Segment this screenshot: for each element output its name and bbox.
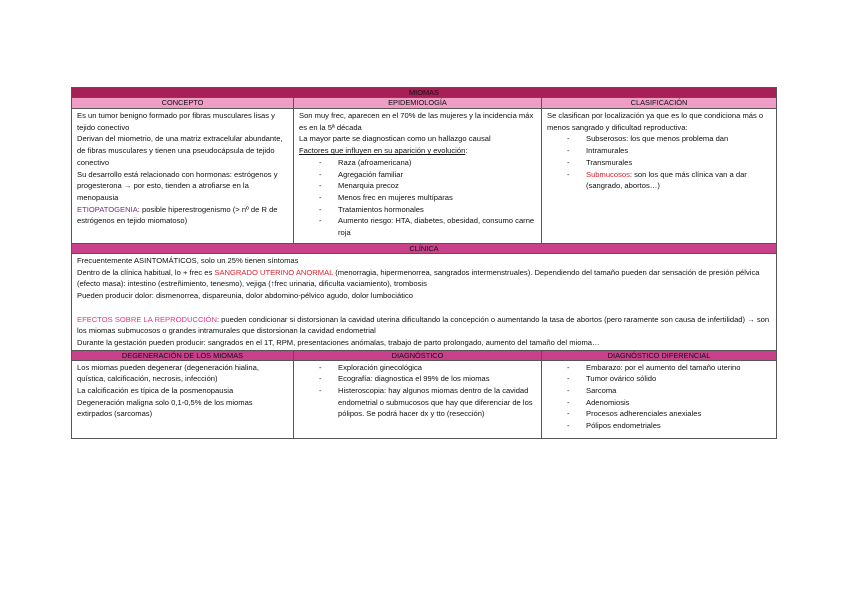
miomas-document (71, 87, 776, 439)
degeneracion-line: Los miomas pueden degenerar (degeneración hialina, quística, calcificación, necrosis, infección) (77, 362, 259, 384)
list-item: - Histeroscopia: hay algunos miomas dentro de la cavidad endometrial o submucosos que hay que diferenciar de los pólipos. Se podrá hacer dx y tto (resección) (299, 385, 537, 420)
header-diagnostico: DIAGNÓSTICO (294, 350, 542, 360)
clinica-reproduccion (77, 314, 772, 337)
list-item: - Raza (afroamericana) (299, 157, 537, 169)
list-item: - Agregación familiar (299, 169, 537, 181)
header-concepto: CONCEPTO (72, 98, 294, 109)
clasificacion-list (547, 133, 772, 192)
degeneracion-cell (72, 360, 294, 438)
diagnostico-cell (294, 360, 542, 438)
factores-heading (299, 145, 537, 157)
list-item: - Menos frec en mujeres multíparas (299, 192, 537, 204)
diferencial-cell (542, 360, 777, 438)
list-item-submucosos (547, 169, 772, 192)
concepto-line: Su desarrollo está relacionado con hormonas: estrógenos y progesterona → por esto, tienden a atrofiarse en la menopausia (77, 169, 278, 202)
list-item: - Exploración ginecológica (299, 362, 537, 374)
list-item: - Tratamientos hormonales (299, 204, 537, 216)
clinica-sangrado (77, 267, 772, 290)
header-clasificacion: CLASIFICACIÓN (542, 98, 777, 109)
reproduccion-text: : pueden condicionar si distorsionan la cavidad uterina dificultando la concepción o aumentando la tasa de abortos (pero raramente son causa de infertilidad) → son los miomas submucosos o grandes intramurales que distorsionan la cavidad endometrial (77, 314, 770, 336)
list-item: - Menarquia precoz (299, 180, 537, 192)
clinica-text: Dentro de la clínica habitual, lo + frec es (77, 267, 215, 277)
list-item: - Tumor ovárico sólido (547, 373, 772, 385)
miomas-table (71, 87, 777, 439)
clinica-cell (72, 254, 777, 351)
list-item: - Adenomiosis (547, 397, 772, 409)
list-item: - Aumento riesgo: HTA, diabetes, obesidad, consumo carne roja (299, 215, 537, 238)
epidemiologia-cell (294, 109, 542, 244)
sangrado-label: SANGRADO UTERINO ANORMAL (214, 267, 334, 277)
etiopatogenia-label: ETIOPATOGENIA (77, 204, 138, 214)
header-diferencial: DIAGNÓSTICO DIFERENCIAL (542, 350, 777, 360)
etiopatogenia-text: : posible hiperestrogenismo (> nº de R de estrógenos en tejido miomatoso) (77, 204, 278, 226)
clinica-line: Pueden producir dolor: dismenorrea, dispareunia, dolor abdomino-pélvico agudo, dolor lumbociático (77, 291, 414, 301)
header-clinica: CLÍNICA (72, 244, 777, 254)
diagnostico-list (299, 362, 537, 421)
list-item: - Intramurales (547, 145, 772, 157)
list-item: - Pólipos endometriales (547, 420, 772, 432)
concepto-line: Derivan del miometrio, de una matriz extracelular abundante, de fibras musculares y tienen una pseudocápsula de tejido conectivo (77, 134, 283, 167)
list-item: - Procesos adherenciales anexiales (547, 408, 772, 420)
epidemiologia-line: Son muy frec, aparecen en el 70% de las mujeres y la incidencia máx es en la 5ª década (299, 111, 534, 132)
concepto-line: Es un tumor benigno formado por fibras musculares lisas y tejido conectivo (77, 111, 275, 132)
degeneracion-line: Degeneración maligna solo 0,1-0,5% de los miomas extirpados (sarcomas) (77, 397, 253, 419)
submucosos-text: : son los que más clínica van a dar (sangrado, abortos…) (586, 169, 747, 191)
list-item: - Transmurales (547, 157, 772, 169)
list-item: - Embarazo: por el aumento del tamaño uterino (547, 362, 772, 374)
factores-colon: : (465, 146, 468, 156)
list-item: - Subserosos: los que menos problema dan (547, 133, 772, 145)
clasificacion-cell (542, 109, 777, 244)
clinica-line: Durante la gestación pueden producir: sangrados en el 1T, RPM, presentaciones anómalas, trabajo de parto prolongado, aumento del tamaño del mioma… (77, 337, 600, 347)
clinica-text: (menorragia, hipermenorrea, sangrados intermenstruales). Dependiendo del tamaño pueden dar sensación de presión pélvica (efecto masa): intestino (estreñimiento, tenesmo), vejiga (↑frec urinaria, dificulta vaciamiento), trombosis (77, 267, 760, 289)
reproduccion-label: EFECTOS SOBRE LA REPRODUCCIÓN (77, 314, 217, 324)
clasificacion-intro: Se clasifican por localización ya que es lo que condiciona más o menos sangrado y dificultad reproductiva: (547, 111, 764, 132)
header-degeneracion: DEGENERACIÓN DE LOS MIOMAS (72, 350, 294, 360)
degeneracion-line: La calcificación es típica de la posmenopausia (77, 386, 234, 396)
factores-label: Factores que influyen en su aparición y evolución (299, 146, 466, 156)
table-title: MIOMAS (72, 88, 777, 98)
header-epidemiologia: EPIDEMIOLOGÍA (294, 98, 542, 109)
factores-list (299, 157, 537, 239)
epidemiologia-line: La mayor parte se diagnostican como un hallazgo causal (299, 134, 491, 144)
diferencial-list (547, 362, 772, 432)
list-item: - Ecografía: diagnostica el 99% de los miomas (299, 373, 537, 385)
etiopatogenia (77, 204, 289, 227)
list-item: - Sarcoma (547, 385, 772, 397)
concepto-cell (72, 109, 294, 244)
submucosos-label: Submucosos (586, 169, 630, 179)
clinica-line: Frecuentemente ASINTOMÁTICOS, solo un 25% tienen síntomas (77, 256, 299, 265)
